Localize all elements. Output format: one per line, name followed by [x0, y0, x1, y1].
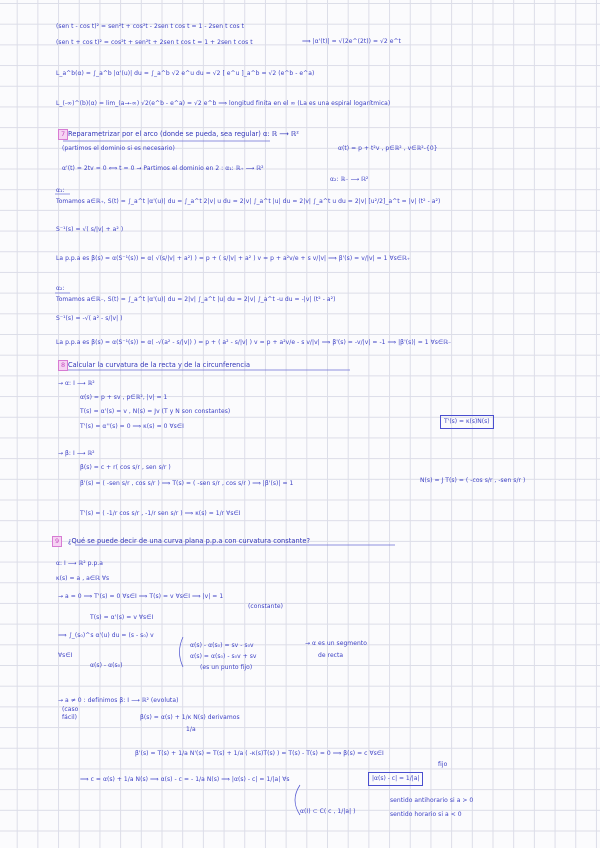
- line-21: α(s) = p + sv , p∈ℝ², |v| = 1: [80, 394, 168, 401]
- distance-box: |α(s) - c| = 1/|a|: [368, 772, 423, 786]
- line-3: ⟹ |α'(t)| = √(2e^(2t)) = √2 e^t: [302, 38, 401, 45]
- line-32: → a = 0 ⟹ T'(s) = 0 ∀s∈I ⟹ T(s) = v ∀s∈I ⟹ |v| = 1: [58, 593, 224, 600]
- alpha1-label: α₁:: [56, 187, 65, 194]
- line-46: β(s) = α(s) + 1/κ N(s) derivamos: [140, 714, 240, 721]
- exercise-8-heading: Calcular la curvatura de la recta y de la circunferencia: [68, 361, 251, 369]
- line-5: L_(-∞)^(b)(α) = lim_(a→-∞) √2(e^b - e^a) = √2 e^b ⟹ longitud finita en el ∞ (La es una espiral logarítmica): [56, 100, 391, 107]
- line-7: (partimos el dominio si es necesario): [62, 145, 175, 152]
- line-25: β(s) = c + r( cos s/r , sen s/r ): [80, 464, 171, 471]
- line-44: (caso: [62, 706, 79, 713]
- line-39: α(s) = α(s₀) - s₀v + sv: [190, 653, 257, 660]
- line-14: La p.p.a es β(s) = α(S⁻¹(s)) = α( √(s/|v| + a²) ) = p + ( s/|v| + a² ) v = p + a²v/e + s v/|v| ⟹ β'(s) = v/|v| = 1 ∀s∈ℝ₊: [56, 255, 411, 262]
- line-1: (sen t - cos t)² = sen²t + cos²t - 2sen t cos t = 1 - 2sen t cos t: [56, 23, 245, 30]
- line-53: sentido horario si a < 0: [390, 811, 462, 818]
- line-8: α(t) = p + t²v , p∈ℝ² , v∈ℝ²-{0}: [338, 145, 438, 152]
- line-33: (constante): [248, 603, 284, 610]
- line-9: α'(t) = 2tv = 0 ⟺ t = 0 → Partimos el dominio en 2 : α₁: ℝ₊ ⟶ ℝ²: [62, 165, 264, 172]
- line-52: sentido antihorario si a > 0: [390, 797, 474, 804]
- line-34: T(s) = α'(s) = v ∀s∈I: [90, 614, 154, 621]
- line-47: 1/a: [186, 726, 196, 733]
- line-24: → β: I ⟶ ℝ²: [58, 450, 95, 457]
- exercise-7-heading: Reparametrizar por el arco (donde se pueda, sea regular) α: ℝ ⟶ ℝ²: [68, 130, 299, 138]
- line-49: fijo: [438, 761, 448, 768]
- line-18: La p.p.a es β(s) = α(S⁻¹(s)) = α( -√(a² - s/|v|) ) = p + ( a² - s/|v| ) v = p + a²v/e - s v/|v| ⟹ β'(s) = -v/|v| = -1 ⟹ |β'(s)| = 1 ∀s∈ℝ₋: [56, 339, 452, 346]
- line-4: L_a^b(α) = ∫_a^b |α'(u)| du = ∫_a^b √2 e^u du = √2 [ e^u ]_a^b = √2 (e^b - e^a): [56, 70, 315, 77]
- line-40: (es un punto fijo): [200, 664, 253, 671]
- line-43: → a ≠ 0 : definimos β: I ⟶ ℝ² (evoluta): [58, 697, 179, 704]
- line-26: β'(s) = ( -sen s/r , cos s/r ) ⟹ T(s) = ( -sen s/r , cos s/r ) ⟹ |β'(s)| = 1: [80, 480, 294, 487]
- line-2: (sen t + cos t)² = cos²t + sen²t + 2sen t cos t = 1 + 2sen t cos t: [56, 39, 253, 46]
- curvature-definition-box: T'(s) = κ(s)N(s): [440, 415, 494, 429]
- line-23: T'(s) = α''(s) = 0 ⟹ κ(s) = 0 ∀s∈I: [80, 423, 184, 430]
- line-20: → α: I ⟶ ℝ²: [58, 380, 95, 387]
- line-37: ∀s∈I: [58, 652, 73, 659]
- exercise-number-8: 8: [58, 360, 68, 371]
- exercise-9-heading: ¿Qué se puede decir de una curva plana p.p.a con curvatura constante?: [68, 537, 311, 545]
- line-27: N(s) = J T(s) = ( -cos s/r , -sen s/r ): [420, 477, 526, 484]
- line-41: → α es un segmento: [305, 640, 367, 647]
- line-51: α(I) ⊂ C( c , 1/|a| ): [300, 808, 356, 815]
- line-16: Tomamos a∈ℝ₋, S(t) = ∫_a^t |α'(u)| du = 2|v| ∫_a^t |u| du = 2|v| ∫_a^t -u du = -|v| (t² - a²): [56, 296, 336, 303]
- line-30: α: I ⟶ ℝ² p.p.a: [56, 560, 103, 567]
- line-12: Tomamos a∈ℝ₊, S(t) = ∫_a^t |α'(u)| du = ∫_a^t 2|v| u du = 2|v| ∫_a^t |u| du = 2|v| ∫_a^t u du = 2|v| [u²/2]_a^t = |v| (t² - a²): [56, 198, 441, 205]
- line-13: S⁻¹(s) = √( s/|v| + a² ): [56, 226, 124, 233]
- line-42: de recta: [318, 652, 344, 659]
- alpha2-label: α₂:: [56, 285, 65, 292]
- line-31: κ(s) = a , a∈ℝ ∀s: [56, 575, 110, 582]
- line-10: α₂: ℝ₋ ⟶ ℝ²: [330, 176, 369, 183]
- exercise-number-9: 9: [52, 536, 62, 547]
- line-28: T'(s) = ( -1/r cos s/r , -1/r sen s/r ) ⟹ κ(s) = 1/r ∀s∈I: [80, 510, 241, 517]
- exercise-number-7: 7: [58, 129, 68, 140]
- line-48: β'(s) = T(s) + 1/a N'(s) = T(s) + 1/a ( -κ(s)T(s) ) = T(s) - T(s) = 0 ⟹ β(s) = c ∀s∈I: [135, 750, 384, 757]
- line-50: ⟹ c = α(s) + 1/a N(s) ⟹ α(s) - c = - 1/a N(s) ⟹ |α(s) - c| = 1/|a| ∀s: [80, 776, 290, 783]
- line-22: T(s) = α'(s) = v , N(s) = Jv (T y N son constantes): [80, 408, 231, 415]
- line-35: ⟹ ∫_(s₀)^s α'(u) du = (s - s₀) v: [58, 632, 154, 639]
- line-36: α(s) - α(s₀) = sv - s₀v: [190, 642, 254, 649]
- line-45: fácil): [62, 714, 78, 721]
- line-38: α(s) - α(s₀): [90, 662, 123, 669]
- line-17: S⁻¹(s) = -√( a² - s/|v| ): [56, 315, 123, 322]
